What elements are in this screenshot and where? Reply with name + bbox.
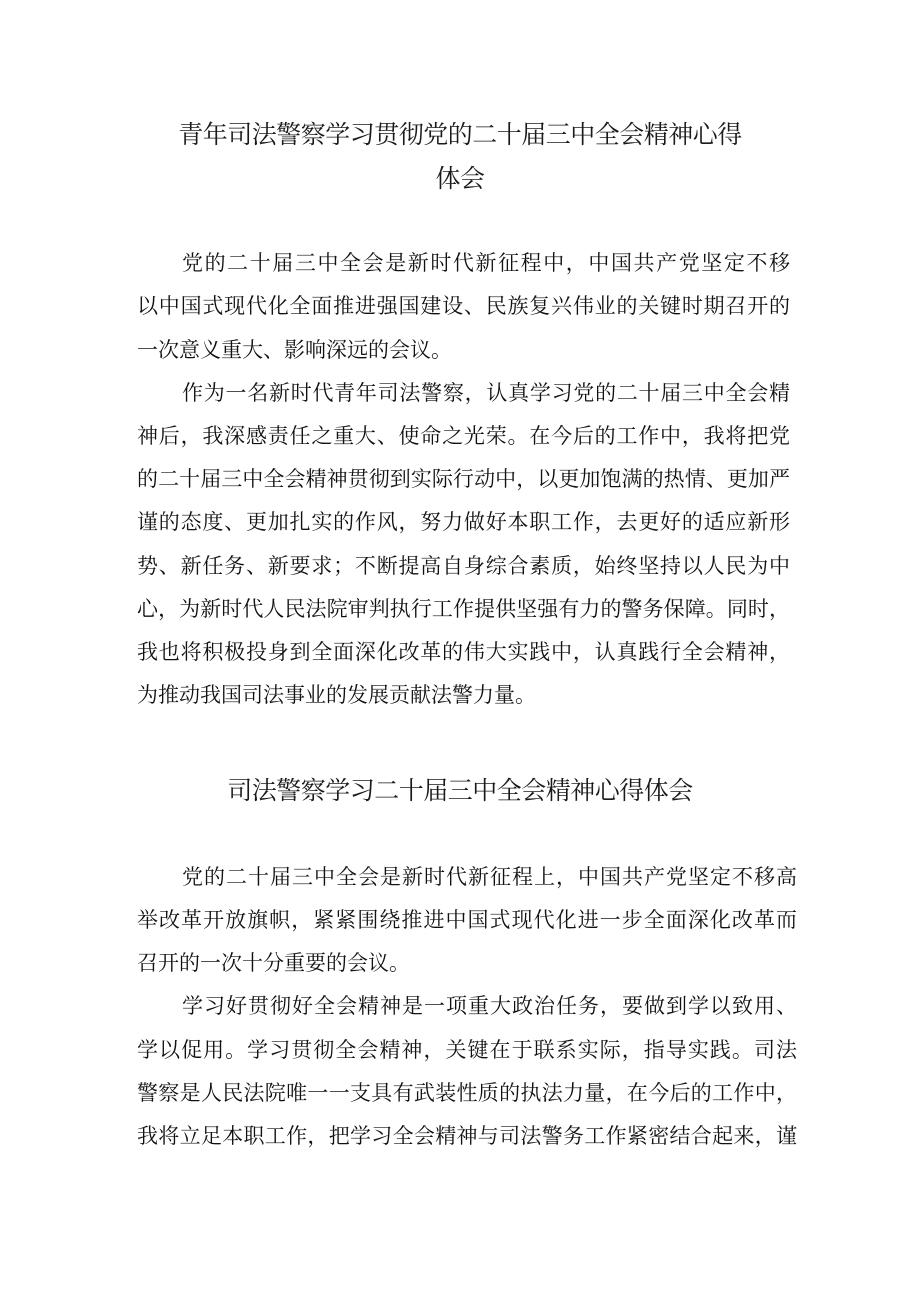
article-1-paragraph-2-line-2: 神后，我深感责任之重大、使命之光荣。在今后的工作中，我将把党	[137, 424, 790, 448]
article-2-paragraph-2-line-3: 警察是人民法院唯一一支具有武装性质的执法力量，在今后的工作中，	[137, 1081, 797, 1105]
article-2-title: 司法警察学习二十届三中全会精神心得体会	[227, 776, 693, 805]
article-1-paragraph-2-line-7: 我也将积极投身到全面深化改革的伟大实践中，认真践行全会精神，	[137, 640, 790, 664]
article-1-paragraph-1-line-2: 以中国式现代化全面推进强国建设、民族复兴伟业的关键时期召开的	[137, 294, 790, 318]
article-1-title-line-1: 青年司法警察学习贯彻党的二十届三中全会精神心得	[178, 120, 742, 149]
article-1-paragraph-2-line-4: 谨的态度、更加扎实的作风，努力做好本职工作，去更好的适应新形	[137, 510, 790, 534]
article-1-paragraph-2-line-3: 的二十届三中全会精神贯彻到实际行动中，以更加饱满的热情、更加严	[137, 467, 790, 491]
article-2-paragraph-2-line-2: 学以促用。学习贯彻全会精神，关键在于联系实际，指导实践。司法	[137, 1038, 797, 1062]
article-2-paragraph-1-line-3: 召开的一次十分重要的会议。	[137, 951, 410, 975]
article-1-paragraph-2-line-1: 作为一名新时代青年司法警察，认真学习党的二十届三中全会精	[182, 381, 790, 405]
article-2-paragraph-1-line-2: 举改革开放旗帜，紧紧围绕推进中国式现代化进一步全面深化改革而	[137, 908, 797, 932]
article-1-paragraph-1-line-1: 党的二十届三中全会是新时代新征程中，中国共产党坚定不移	[182, 251, 790, 275]
article-1-title-line-2: 体会	[435, 164, 485, 193]
article-1-paragraph-2-line-6: 心，为新时代人民法院审判执行工作提供坚强有力的警务保障。同时，	[137, 597, 790, 621]
article-2-paragraph-2-line-1: 学习好贯彻好全会精神是一项重大政治任务，要做到学以致用、	[182, 994, 797, 1018]
article-2-paragraph-2-line-4: 我将立足本职工作，把学习全会精神与司法警务工作紧密结合起来，谨	[137, 1124, 797, 1148]
article-1-paragraph-2-line-5: 势、新任务、新要求；不断提高自身综合素质，始终坚持以人民为中	[137, 554, 790, 578]
article-1-paragraph-2-line-8: 为推动我国司法事业的发展贡献法警力量。	[137, 683, 536, 707]
article-1-paragraph-1-line-3: 一次意义重大、影响深远的会议。	[137, 338, 452, 362]
article-2-paragraph-1-line-1: 党的二十届三中全会是新时代新征程上，中国共产党坚定不移高	[182, 865, 797, 889]
